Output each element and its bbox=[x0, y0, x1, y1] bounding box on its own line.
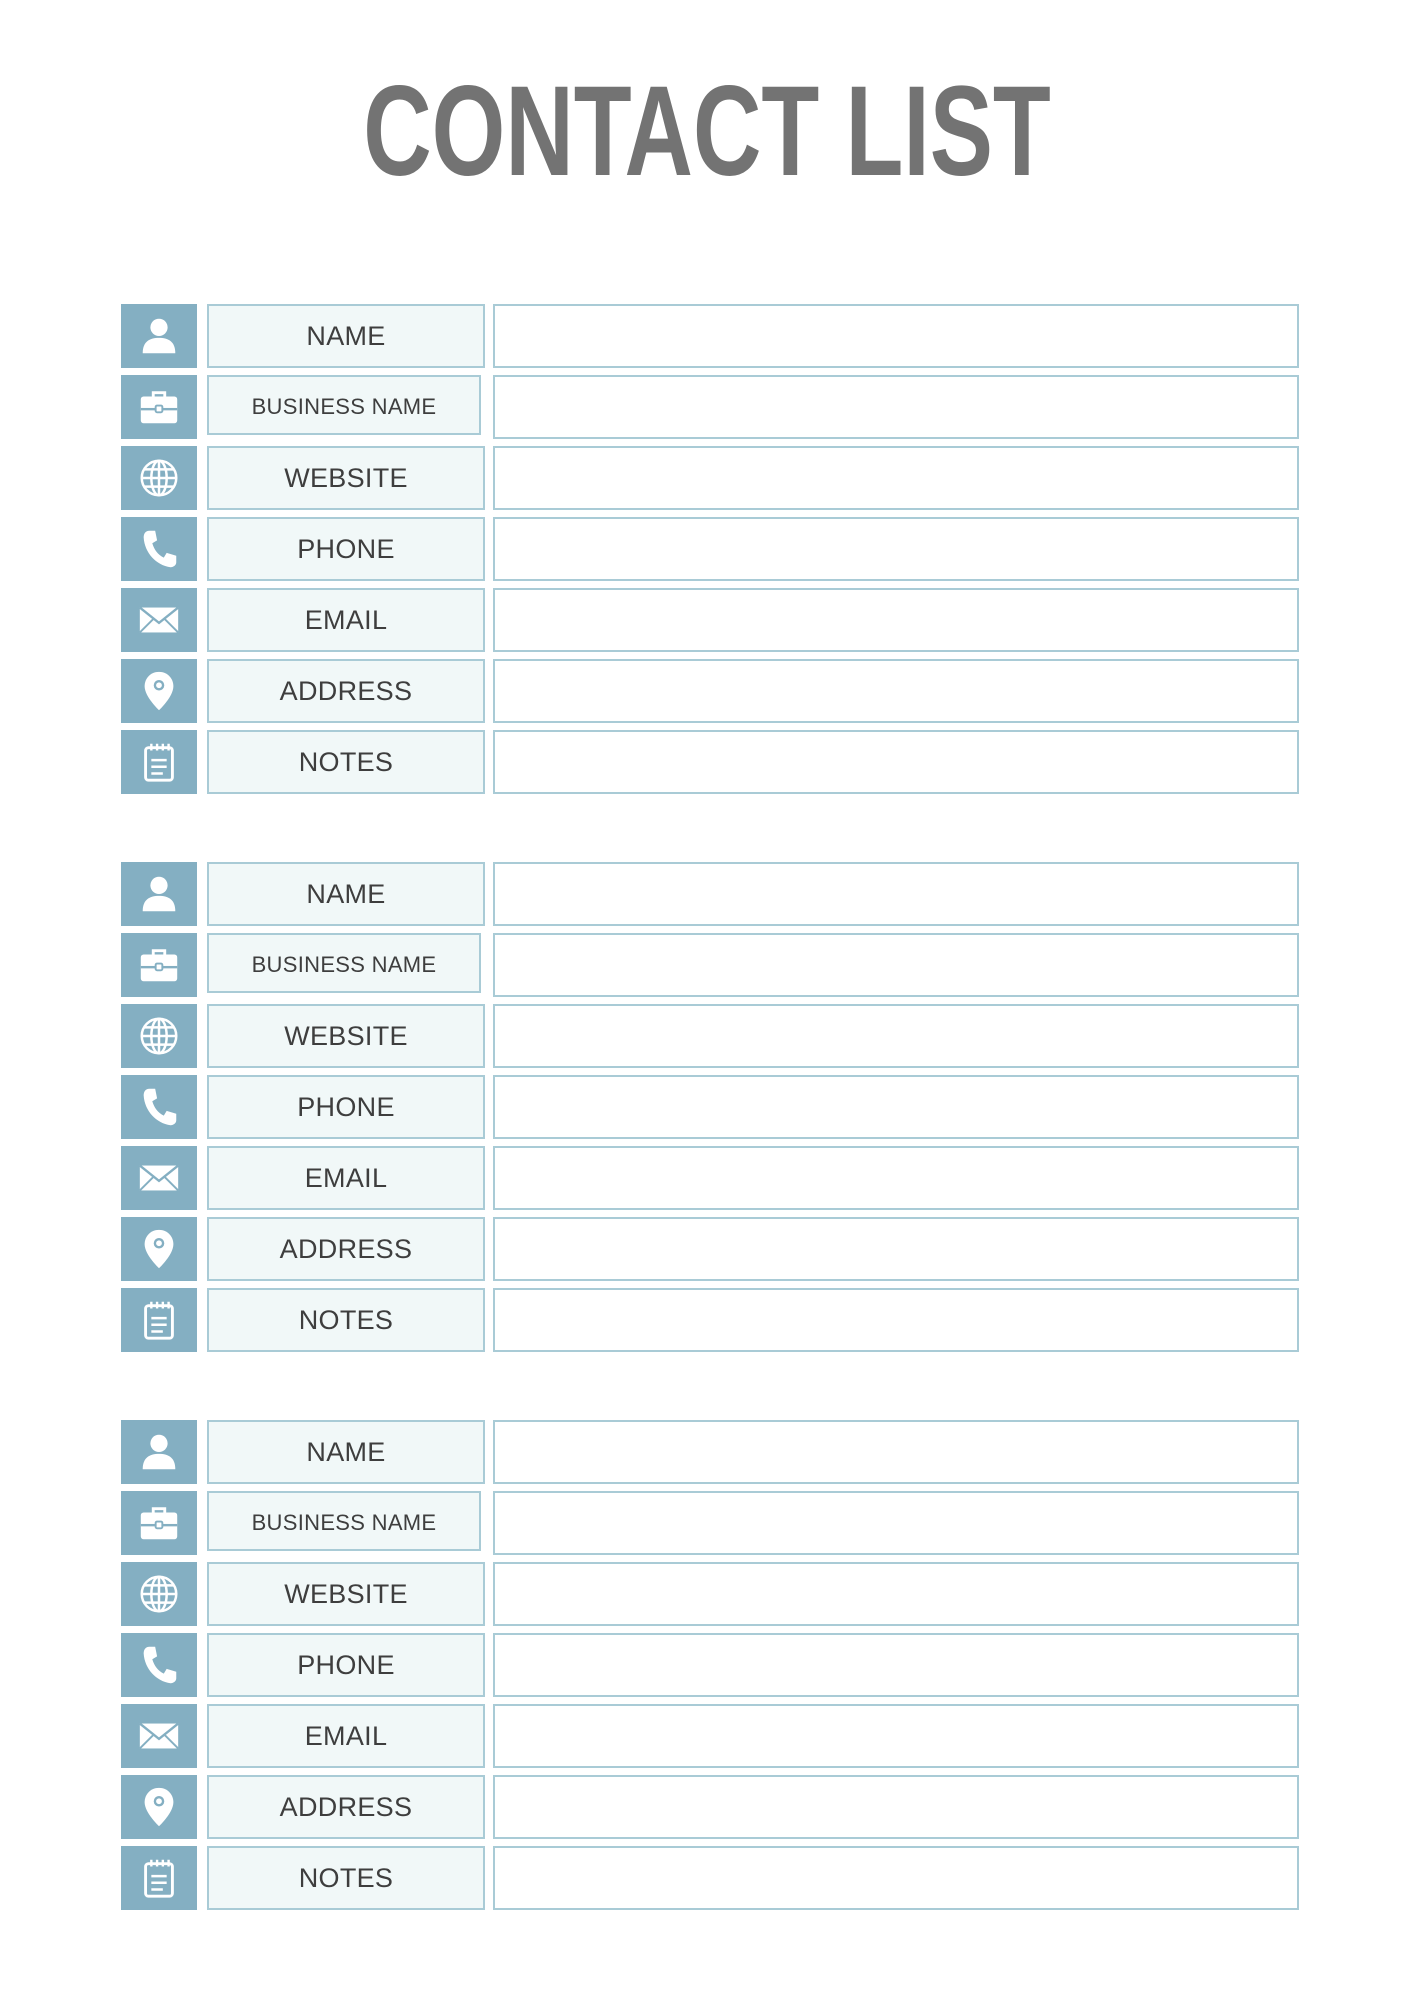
website-value-field[interactable] bbox=[493, 1004, 1299, 1068]
field-row-notes bbox=[121, 1846, 1299, 1910]
field-row-email bbox=[121, 1704, 1299, 1768]
field-label: NOTES bbox=[207, 1288, 485, 1352]
field-row-name bbox=[121, 862, 1299, 926]
envelope-icon bbox=[121, 588, 197, 652]
name-value-field[interactable] bbox=[493, 862, 1299, 926]
field-row-address bbox=[121, 659, 1299, 723]
field-label: BUSINESS NAME bbox=[207, 933, 481, 993]
email-value-field[interactable] bbox=[493, 1704, 1299, 1768]
phone-value-field[interactable] bbox=[493, 1075, 1299, 1139]
field-label: PHONE bbox=[207, 1633, 485, 1697]
field-row-email bbox=[121, 1146, 1299, 1210]
email-value-field[interactable] bbox=[493, 588, 1299, 652]
website-value-field[interactable] bbox=[493, 446, 1299, 510]
phone-icon bbox=[121, 517, 197, 581]
contact-card-3 bbox=[121, 1420, 1299, 1910]
briefcase-icon bbox=[121, 933, 197, 997]
notepad-icon bbox=[121, 1846, 197, 1910]
envelope-icon bbox=[121, 1704, 197, 1768]
notes-value-field[interactable] bbox=[493, 730, 1299, 794]
field-label: WEBSITE bbox=[207, 446, 485, 510]
field-label: BUSINESS NAME bbox=[207, 375, 481, 435]
field-row-notes bbox=[121, 1288, 1299, 1352]
field-row-business-name bbox=[121, 375, 1299, 439]
globe-icon bbox=[121, 1004, 197, 1068]
field-label: NOTES bbox=[207, 1846, 485, 1910]
field-row-name bbox=[121, 304, 1299, 368]
field-label: NAME bbox=[207, 304, 485, 368]
field-label: NAME bbox=[207, 1420, 485, 1484]
website-value-field[interactable] bbox=[493, 1562, 1299, 1626]
business-name-value-field[interactable] bbox=[493, 1491, 1299, 1555]
field-label: PHONE bbox=[207, 517, 485, 581]
field-label: ADDRESS bbox=[207, 659, 485, 723]
phone-icon bbox=[121, 1075, 197, 1139]
location-pin-icon bbox=[121, 1775, 197, 1839]
email-value-field[interactable] bbox=[493, 1146, 1299, 1210]
notepad-icon bbox=[121, 1288, 197, 1352]
field-label: EMAIL bbox=[207, 588, 485, 652]
field-row-notes bbox=[121, 730, 1299, 794]
phone-value-field[interactable] bbox=[493, 1633, 1299, 1697]
field-label: NAME bbox=[207, 862, 485, 926]
field-row-address bbox=[121, 1217, 1299, 1281]
location-pin-icon bbox=[121, 1217, 197, 1281]
notepad-icon bbox=[121, 730, 197, 794]
field-label: NOTES bbox=[207, 730, 485, 794]
notes-value-field[interactable] bbox=[493, 1288, 1299, 1352]
field-label: PHONE bbox=[207, 1075, 485, 1139]
business-name-value-field[interactable] bbox=[493, 375, 1299, 439]
field-label: ADDRESS bbox=[207, 1775, 485, 1839]
field-row-website bbox=[121, 1004, 1299, 1068]
field-row-email bbox=[121, 588, 1299, 652]
envelope-icon bbox=[121, 1146, 197, 1210]
field-row-address bbox=[121, 1775, 1299, 1839]
address-value-field[interactable] bbox=[493, 1217, 1299, 1281]
address-value-field[interactable] bbox=[493, 659, 1299, 723]
briefcase-icon bbox=[121, 375, 197, 439]
briefcase-icon bbox=[121, 1491, 197, 1555]
field-label: WEBSITE bbox=[207, 1004, 485, 1068]
person-icon bbox=[121, 862, 197, 926]
notes-value-field[interactable] bbox=[493, 1846, 1299, 1910]
field-row-phone bbox=[121, 517, 1299, 581]
business-name-value-field[interactable] bbox=[493, 933, 1299, 997]
contact-card-1 bbox=[121, 304, 1299, 794]
field-row-business-name bbox=[121, 933, 1299, 997]
name-value-field[interactable] bbox=[493, 304, 1299, 368]
field-label: ADDRESS bbox=[207, 1217, 485, 1281]
field-label: EMAIL bbox=[207, 1704, 485, 1768]
person-icon bbox=[121, 1420, 197, 1484]
field-label: BUSINESS NAME bbox=[207, 1491, 481, 1551]
field-label: WEBSITE bbox=[207, 1562, 485, 1626]
field-row-website bbox=[121, 1562, 1299, 1626]
field-row-phone bbox=[121, 1633, 1299, 1697]
page-title: CONTACT LIST bbox=[363, 60, 1051, 203]
field-row-name bbox=[121, 1420, 1299, 1484]
globe-icon bbox=[121, 1562, 197, 1626]
field-label: EMAIL bbox=[207, 1146, 485, 1210]
phone-value-field[interactable] bbox=[493, 517, 1299, 581]
field-row-phone bbox=[121, 1075, 1299, 1139]
address-value-field[interactable] bbox=[493, 1775, 1299, 1839]
name-value-field[interactable] bbox=[493, 1420, 1299, 1484]
field-row-website bbox=[121, 446, 1299, 510]
person-icon bbox=[121, 304, 197, 368]
location-pin-icon bbox=[121, 659, 197, 723]
phone-icon bbox=[121, 1633, 197, 1697]
field-row-business-name bbox=[121, 1491, 1299, 1555]
globe-icon bbox=[121, 446, 197, 510]
contact-card-2 bbox=[121, 862, 1299, 1352]
